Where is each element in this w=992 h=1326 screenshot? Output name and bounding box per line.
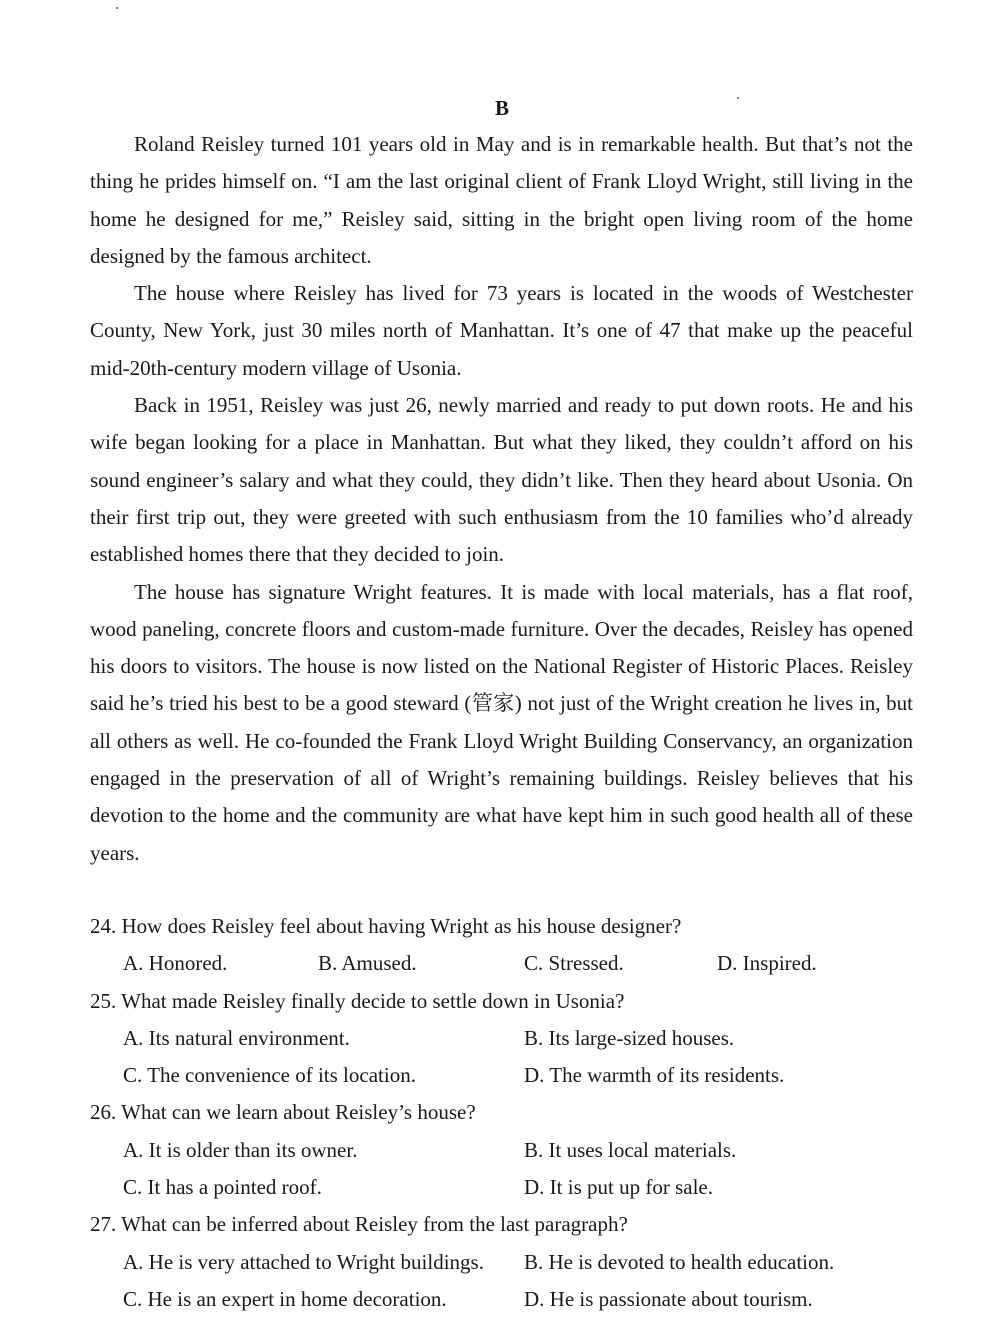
- option-a: A. Honored.: [123, 951, 228, 976]
- option-d: D. The warmth of its residents.: [524, 1063, 785, 1088]
- option-a: A. It is older than its owner.: [123, 1137, 358, 1162]
- question-stem: 27. What can be inferred about Reisley from the last paragraph?: [90, 1212, 628, 1237]
- option-a: A. He is very attached to Wright buildings.: [123, 1249, 484, 1274]
- question-24: [90, 908, 913, 983]
- option-row: [90, 945, 913, 982]
- watermark-logo: [730, 1283, 840, 1297]
- option-d: D. Inspired.: [717, 951, 817, 976]
- question-stem: 26. What can we learn about Reisley’s house?: [90, 1100, 476, 1125]
- reading-passage: [90, 126, 913, 872]
- scan-speck: [116, 7, 118, 9]
- question-stem: 25. What made Reisley finally decide to settle down in Usonia?: [90, 988, 625, 1013]
- option-c: C. He is an expert in home decoration.: [123, 1286, 447, 1311]
- passage-paragraph-2: The house where Reisley has lived for 73 years is located in the woods of Westchester County, New York, just 30 miles north of Manhattan. It’s one of 47 that make up the peaceful mid-20th-century modern village of Usonia.: [90, 281, 913, 380]
- option-d: D. He is passionate about tourism.: [524, 1286, 813, 1311]
- section-title: B: [494, 96, 509, 120]
- option-d: D. It is put up for sale.: [524, 1175, 713, 1200]
- question-stem: 24. How does Reisley feel about having Wright as his house designer?: [90, 914, 682, 938]
- passage-paragraph-3: Back in 1951, Reisley was just 26, newly married and ready to put down roots. He and his wife began looking for a place in Manhattan. But what they liked, they couldn’t afford on his sound engineer’s salary and what they could, they didn’t like. Then they heard about Usonia. On their first trip out, they were greeted with such enthusiasm from the 10 families who’d already established homes there that they decided to join.: [90, 393, 913, 567]
- question-27: [90, 1206, 913, 1318]
- option-b: B. It uses local materials.: [524, 1137, 737, 1162]
- passage-paragraph-4: The house has signature Wright features. It is made with local materials, has a flat roof, wood paneling, concrete floors and custom-made furniture. Over the decades, Reisley has opened his doors to visitors. The house is now listed on the National Register of Historic Places. Reisley said he’s tried his best to be a good steward (管家) not just of the Wright creation he lives in, but all others as well. He co-founded the Frank Lloyd Wright Building Conservancy, an organization engaged in the preservation of all of Wright’s remaining buildings. Reisley believes that his devotion to the home and the community are what have kept him in such good health all of these years.: [90, 579, 913, 865]
- option-b: B. Amused.: [318, 951, 417, 976]
- question-25: [90, 983, 913, 1095]
- option-a: A. Its natural environment.: [123, 1025, 350, 1050]
- option-row: [90, 1132, 913, 1169]
- option-row: [90, 1169, 913, 1206]
- option-c: C. It has a pointed roof.: [123, 1175, 322, 1200]
- option-b: B. He is devoted to health education.: [524, 1249, 835, 1274]
- option-row: [90, 1020, 913, 1057]
- option-c: C. The convenience of its location.: [123, 1063, 416, 1088]
- option-b: B. Its large-sized houses.: [524, 1025, 735, 1050]
- option-row: [90, 1244, 913, 1281]
- option-c: C. Stressed.: [524, 951, 624, 976]
- option-row: [90, 1057, 913, 1094]
- question-26: [90, 1094, 913, 1206]
- passage-paragraph-1: Roland Reisley turned 101 years old in May and is in remarkable health. But that’s not the thing he prides himself on. “I am the last original client of Frank Lloyd Wright, still living in the home he designed for me,” Reisley said, sitting in the bright open living room of the home designed by the famous architect.: [90, 132, 913, 268]
- question-list: [90, 908, 913, 1318]
